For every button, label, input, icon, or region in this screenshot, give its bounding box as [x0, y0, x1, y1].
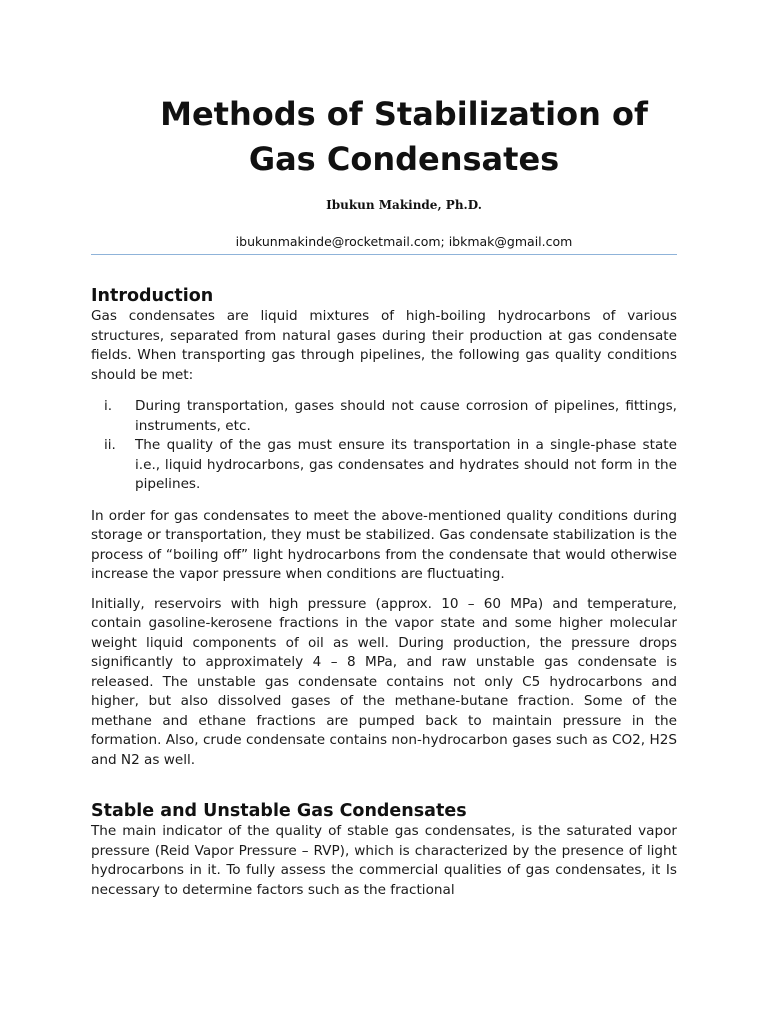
section-heading-introduction: Introduction — [91, 286, 214, 306]
section-heading-stable-unstable: Stable and Unstable Gas Condensates — [91, 801, 467, 821]
list-item-number: i. — [104, 398, 113, 414]
list-item-text: During transportation, gases should not cause corrosion of pipelines, fittings, instruments, etc. — [135, 398, 677, 434]
document-page — [91, 92, 677, 900]
list-item-text: The quality of the gas must ensure its transportation in a single-phase state i.e., liquid hydrocarbons, gas condensates and hydrates should not form in the pipelines. — [135, 437, 677, 492]
conditions-list — [91, 397, 677, 495]
stable-paragraph-1: The main indicator of the quality of stable gas condensates, is the saturated vapor pressure (Reid Vapor Pressure – RVP), which is characterized by the presence of light hydrocarbons in it. To fully assess the commercial qualities of gas condensates, it Is necessary to determine factors such as the fractional — [91, 823, 677, 898]
author-name: Ibukun Makinde, Ph.D. — [326, 198, 482, 212]
list-item — [91, 397, 677, 436]
document-title: Methods of Stabilization of Gas Condensates — [160, 95, 648, 178]
intro-paragraph-3: Initially, reservoirs with high pressure (approx. 10 – 60 MPa) and temperature, contain gasoline-kerosene fractions in the vapor state and some higher molecular weight liquid components of oil as well. During production, the pressure drops significantly to approximately 4 – 8 MPa, and raw unstable gas condensate is released. The unstable gas condensate contains not only C5 hydrocarbons and higher, but also dissolved gases of the methane-butane fraction. Some of the methane and ethane fractions are pumped back to maintain pressure in the formation. Also, crude condensate contains non-hydrocarbon gases such as CO2, H2S and N2 as well. — [91, 595, 677, 768]
list-item — [91, 436, 677, 495]
author-email: ibukunmakinde@rocketmail.com; ibkmak@gmail.com — [91, 234, 677, 255]
list-item-number: ii. — [104, 437, 116, 453]
intro-paragraph-2: In order for gas condensates to meet the above-mentioned quality conditions during storage or transportation, they must be stabilized. Gas condensate stabilization is the process of “boiling off” light hydrocarbons from the condensate that would otherwise increase the vapor pressure when conditions are fluctuating. — [91, 507, 677, 582]
intro-paragraph-1: Gas condensates are liquid mixtures of high-boiling hydrocarbons of various structures, separated from natural gases during their production at gas condensate fields. When transporting gas through pipelines, the following gas quality conditions should be met: — [91, 308, 677, 383]
